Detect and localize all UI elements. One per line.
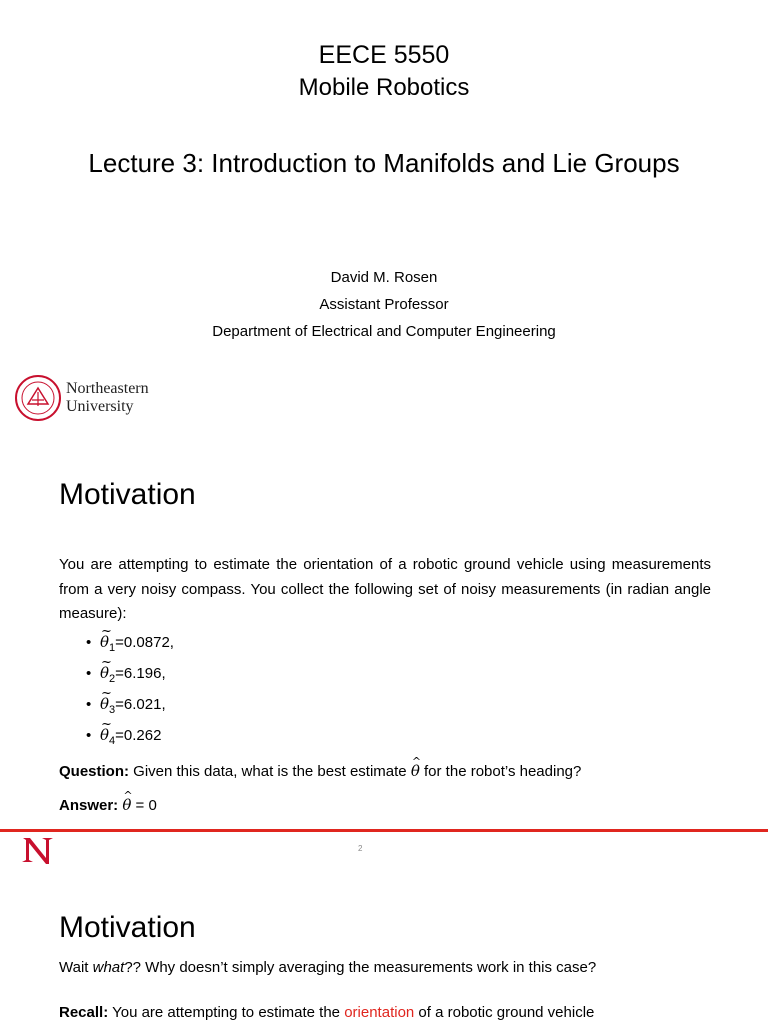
highlight-text: orientation (344, 1004, 415, 1021)
question-text: Given this data, what is the best estimate (129, 763, 411, 780)
lecture-title-text: Introduction to Manifolds and Lie Groups (211, 148, 680, 178)
slide-paragraph: You are attempting to estimate the orientation of a robotic ground vehicle using measurements from a very noisy compass. You collect the following set of noisy measurements (in radian angle measure): (59, 556, 711, 622)
text-segment: You are attempting to estimate the (108, 1004, 345, 1021)
slide-heading: Motivation (59, 478, 196, 511)
recall-text (59, 1002, 594, 1024)
theta-hat-symbol: ^ θ (411, 760, 420, 782)
question-label: Question: (59, 763, 129, 780)
subscript: 2 (109, 673, 116, 685)
recall-label: Recall: (59, 1004, 109, 1021)
page-number: 2 (358, 844, 363, 853)
subscript: 3 (109, 704, 116, 716)
question-text-end: for the robot’s heading? (419, 763, 582, 780)
answer-label: Answer: (59, 797, 119, 814)
measurement-list (86, 630, 174, 754)
question (59, 760, 581, 783)
university-seal-icon (14, 374, 62, 422)
answer-value: = 0 (131, 797, 157, 814)
author-name: David M. Rosen (330, 269, 438, 286)
course-code: EECE 5550 (318, 41, 450, 69)
department: Department of Electrical and Computer Engineering (212, 323, 556, 340)
slide-heading-2: Motivation (59, 911, 196, 944)
lecture-title (84, 145, 684, 181)
university-name (66, 380, 149, 416)
list-item: •~ $\theta_3=6.021$, (86, 692, 174, 723)
answer (59, 794, 157, 817)
measurement-value: =0.262 (115, 727, 162, 744)
author-role: Assistant Professor (319, 296, 449, 313)
theta-symbol: ~ θ (100, 692, 109, 716)
university-logo (14, 372, 184, 424)
logo-line-1: Northeastern (66, 380, 149, 397)
measurement-value: =6.021, (115, 696, 166, 713)
list-item: •~ $\theta_1=0.0872$, (86, 630, 174, 661)
course-name: Mobile Robotics (298, 74, 470, 101)
logo-line-2: University (66, 398, 134, 415)
list-item: •~ $\theta_4=0.262$ (86, 723, 174, 754)
footer-divider (0, 829, 768, 832)
lecture-label: Lecture 3: (88, 148, 205, 178)
theta-symbol: ~ θ (100, 661, 109, 685)
emphasis-text: what (92, 959, 125, 976)
text-segment: Wait (59, 959, 93, 976)
subscript: 1 (109, 642, 116, 654)
measurement-value: =0.0872, (115, 634, 174, 651)
measurement-value: =6.196, (115, 665, 166, 682)
list-item: •~ $\theta_2=6.196$, (86, 661, 174, 692)
text-segment: ?? Why doesn’t simply averaging the measurements work in this case? (124, 959, 597, 976)
slide-text (59, 957, 596, 979)
northeastern-n-icon (20, 834, 56, 866)
text-segment: of a robotic ground vehicle (414, 1004, 595, 1021)
theta-hat-symbol: ^ θ (122, 794, 131, 816)
subscript: 4 (109, 735, 116, 747)
theta-symbol: ~ θ (100, 723, 109, 747)
theta-symbol: ~ θ (100, 630, 109, 654)
